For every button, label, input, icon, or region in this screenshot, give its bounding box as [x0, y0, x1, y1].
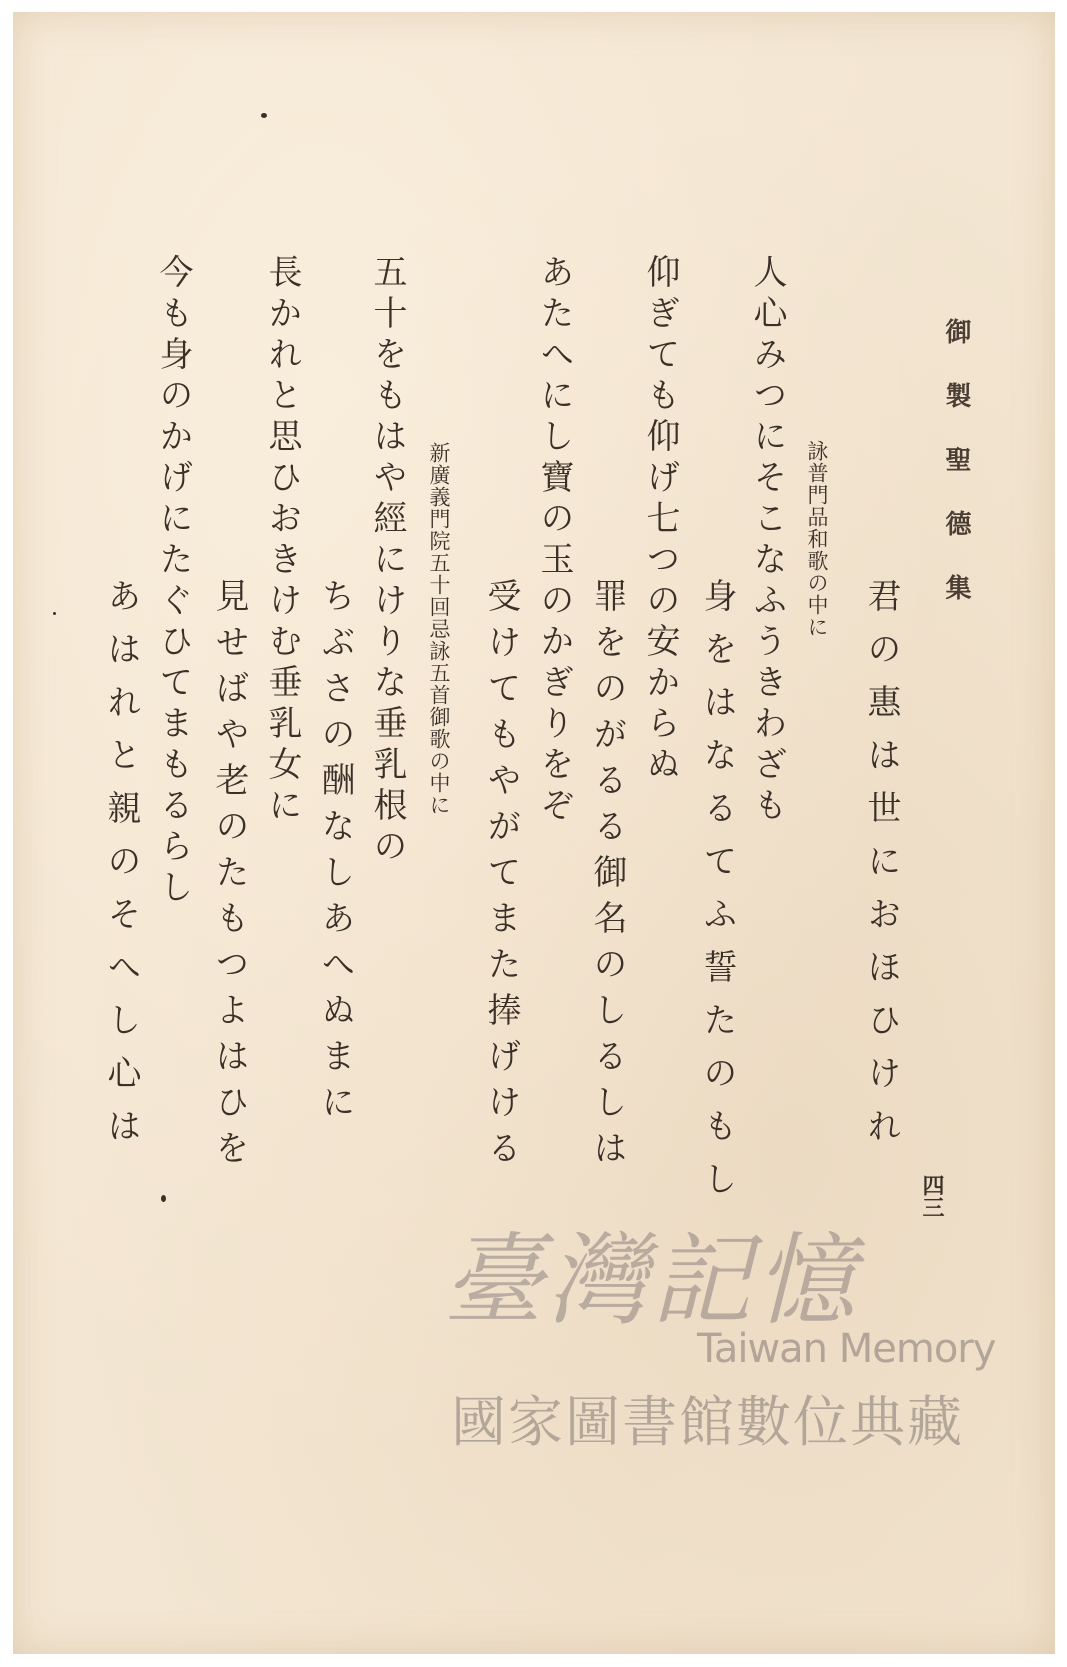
poem-line: 長かれと思ひおきけむ垂乳女に: [262, 254, 302, 828]
poem-caption: 新廣義門院五十回忌詠五首御歌の中に: [427, 442, 451, 816]
poem-line: 罪をのがるる御名のしるしは: [587, 578, 627, 1176]
watermark-subtitle: Taiwan Memory: [697, 1326, 996, 1372]
poem-line: 君の惠は世におほひけれ: [861, 578, 901, 1161]
watermark-title: 臺灣記憶: [443, 1222, 859, 1339]
poem-line: 仰ぎても仰げ七つの安からぬ: [640, 254, 680, 787]
poem-line: あたへにし寶の玉のかぎりをぞ: [534, 254, 574, 828]
watermark-library: 國家圖書館數位典藏: [451, 1390, 965, 1454]
poem-line: 人心みつにそこなふうきわざも: [747, 254, 787, 828]
poem-line: 今も身のかげにたぐひてまもるらし: [153, 254, 193, 910]
paper-speck: [161, 1195, 166, 1202]
poem-line: 五十をもはや經にけりな垂乳根の: [367, 254, 407, 869]
poem-line: 見せばや老のたもつよはひを: [209, 578, 249, 1176]
book-page: [13, 12, 1055, 1654]
paper-speck: [53, 612, 56, 615]
paper-speck: [261, 113, 267, 118]
poem-caption: 詠普門品和歌の中に: [805, 440, 829, 638]
poem-line: 身をはなるてふ誓たのもし: [697, 578, 737, 1214]
poem-line: 受けてもやがてまた捧げける: [481, 578, 521, 1176]
page-header-title: 御製聖德集: [941, 318, 971, 638]
page-number: 四三: [919, 1174, 945, 1218]
poem-line: あはれと親のそへし心は: [101, 578, 141, 1161]
poem-line: ちぶさの酬なしあへぬまに: [315, 578, 355, 1130]
